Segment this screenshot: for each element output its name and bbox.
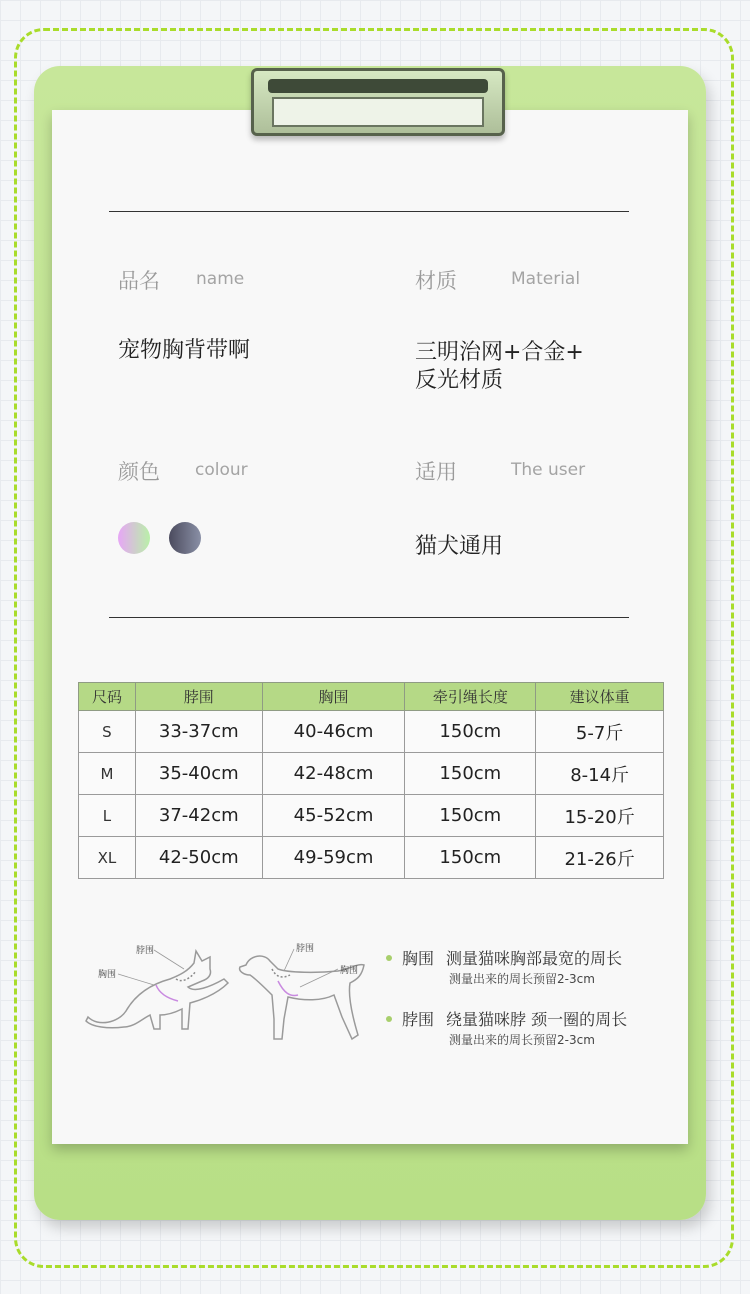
cell-leash: 150cm: [405, 795, 536, 837]
cat-chest-label: 胸围: [98, 970, 117, 980]
top-divider: [109, 211, 629, 212]
cell-chest: 42-48cm: [262, 753, 405, 795]
cell-leash: 150cm: [405, 753, 536, 795]
header-size: 尺码: [79, 683, 136, 711]
dog-chest-label: 胸围: [340, 966, 359, 976]
cell-neck: 35-40cm: [135, 753, 262, 795]
bottom-divider: [109, 617, 629, 618]
cell-leash: 150cm: [405, 711, 536, 753]
header-weight: 建议体重: [536, 683, 664, 711]
table-row: [79, 837, 664, 879]
table-row: [79, 753, 664, 795]
name-label-en: name: [196, 269, 245, 289]
table-row: [79, 711, 664, 753]
color-swatch-pink-green[interactable]: [118, 522, 150, 554]
cell-weight: 5-7斤: [536, 711, 664, 753]
material-value-line1: 三明治网+合金+: [415, 340, 584, 365]
cell-size: XL: [79, 837, 136, 879]
measure-neck-desc: 绕量猫咪脖 颈一圈的周长: [446, 1010, 628, 1029]
dog-neck-label: 脖围: [296, 944, 315, 954]
cell-neck: 37-42cm: [135, 795, 262, 837]
cell-weight: 21-26斤: [536, 837, 664, 879]
colour-label-cn: 颜色: [118, 460, 160, 484]
measure-chest-term: 胸围: [402, 949, 435, 968]
bullet-dot-icon: [386, 955, 392, 961]
colour-label-en: colour: [195, 460, 248, 480]
user-label-cn: 适用: [415, 460, 457, 484]
color-swatch-dark-grey[interactable]: [169, 522, 201, 554]
material-value-line2: 反光材质: [415, 368, 504, 393]
header-neck: 脖围: [135, 683, 262, 711]
name-label-cn: 品名: [118, 269, 160, 293]
cell-size: M: [79, 753, 136, 795]
measure-neck-title: [402, 1007, 627, 1030]
material-label-cn: 材质: [415, 269, 457, 293]
measure-chest-desc: 测量猫咪胸部最宽的周长: [446, 949, 623, 968]
user-value: 猫犬通用: [415, 534, 504, 559]
cell-leash: 150cm: [405, 837, 536, 879]
cat-outline-icon: [86, 951, 228, 1029]
bullet-dot-icon: [386, 1016, 392, 1022]
measure-chest-note: 测量出来的周长预留2-3cm: [449, 972, 595, 986]
size-table: [78, 682, 664, 879]
header-leash: 牵引绳长度: [405, 683, 536, 711]
measure-chest-title: [402, 946, 622, 969]
cell-weight: 8-14斤: [536, 753, 664, 795]
cell-neck: 42-50cm: [135, 837, 262, 879]
table-row: [79, 795, 664, 837]
measure-neck-term: 脖围: [402, 1010, 435, 1029]
table-header-row: [79, 683, 664, 711]
cell-neck: 33-37cm: [135, 711, 262, 753]
header-chest: 胸围: [262, 683, 405, 711]
cell-size: L: [79, 795, 136, 837]
cell-weight: 15-20斤: [536, 795, 664, 837]
user-label-en: The user: [511, 460, 586, 480]
clipboard-clip-icon: [251, 68, 505, 136]
cell-chest: 45-52cm: [262, 795, 405, 837]
measure-neck-note: 测量出来的周长预留2-3cm: [449, 1033, 595, 1047]
pet-silhouette-diagram: [78, 935, 378, 1055]
measurement-diagram: [78, 935, 378, 1055]
product-name-value: 宠物胸背带啊: [118, 338, 251, 363]
cell-chest: 40-46cm: [262, 711, 405, 753]
cell-size: S: [79, 711, 136, 753]
cat-neck-label: 脖围: [136, 946, 155, 956]
cell-chest: 49-59cm: [262, 837, 405, 879]
material-label-en: Material: [511, 269, 581, 289]
